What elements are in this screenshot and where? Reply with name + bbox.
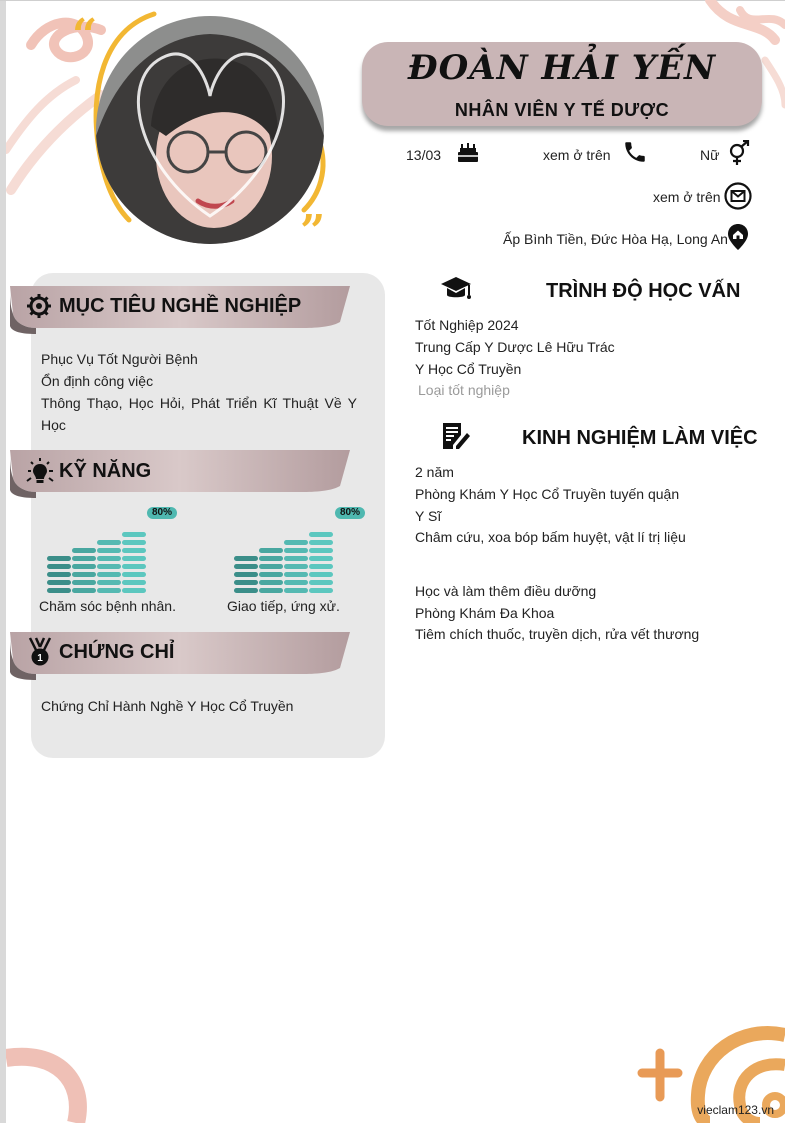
birthday-cake-icon: [456, 140, 480, 164]
objective-line-1: Phục Vụ Tốt Người Bệnh: [41, 351, 198, 367]
graduation-cap-icon: [440, 275, 472, 303]
svg-text:1: 1: [37, 653, 43, 664]
job-1-position: Y Sĩ: [415, 508, 442, 524]
email-text: xem ở trên: [653, 189, 721, 205]
skill-2-label: Giao tiếp, ứng xử.: [227, 598, 340, 614]
open-quote-icon: “: [72, 10, 98, 61]
skill-1-level-bars: [47, 530, 147, 594]
education-grade: Loại tốt nghiệp: [418, 382, 510, 398]
footer-site: vieclam123.vn: [697, 1103, 774, 1117]
name-banner: [362, 42, 762, 126]
profile-photo: [96, 16, 324, 244]
email-icon: [724, 182, 752, 210]
skill-2-percent-badge: 80%: [335, 507, 365, 519]
skill-2-level-bars: [234, 530, 334, 594]
close-quote-icon: ”: [300, 206, 326, 257]
education-line-3: Y Học Cổ Truyền: [415, 361, 522, 377]
phone-text: xem ở trên: [543, 147, 611, 163]
address-text: Ấp Bình Tiền, Đức Hòa Hạ, Long An: [503, 231, 728, 247]
medal-icon: [26, 637, 54, 667]
objective-line-3: Thông Thạo, Học Hỏi, Phát Triển Kĩ Thuật Về Y Học: [41, 395, 357, 433]
job-title: NHÂN VIÊN Y TẾ DƯỢC: [454, 100, 670, 120]
bottom-left-arc-decoration: [6, 1040, 96, 1123]
candidate-name: ĐOÀN HẢI YẾN: [407, 48, 717, 88]
lightbulb-icon: [25, 457, 55, 487]
job-1-duration: 2 năm: [415, 464, 454, 480]
skill-1-percent-badge: 80%: [147, 507, 177, 519]
phone-icon: [622, 139, 648, 165]
gear-icon: [26, 293, 52, 319]
objective-title: MỤC TIÊU NGHỀ NGHIỆP: [59, 295, 302, 317]
job-2-company: Phòng Khám Đa Khoa: [415, 605, 555, 621]
job-1-duties: Châm cứu, xoa bóp bấm huyệt, vật lí trị liệu: [415, 529, 686, 545]
job-2-duration: Học và làm thêm điều dưỡng: [415, 583, 597, 599]
birthday-text: 13/03: [406, 147, 442, 163]
certificate-item-1: Chứng Chỉ Hành Nghề Y Học Cổ Truyền: [41, 698, 294, 714]
objective-line-2: Ổn định công việc: [41, 373, 154, 389]
education-title: TRÌNH ĐỘ HỌC VẤN: [546, 280, 741, 302]
gender-text: Nữ: [700, 147, 720, 163]
certificates-title: CHỨNG CHỈ: [59, 641, 175, 663]
job-1-company: Phòng Khám Y Học Cổ Truyền tuyến quận: [415, 486, 680, 502]
gender-icon: [727, 140, 751, 166]
skill-1-label: Chăm sóc bệnh nhân.: [39, 598, 176, 614]
job-2-duties: Tiêm chích thuốc, truyền dịch, rửa vết thương: [415, 626, 700, 642]
education-line-2: Trung Cấp Y Dược Lê Hữu Trác: [415, 339, 615, 355]
skills-title: KỸ NĂNG: [59, 460, 152, 482]
education-line-1: Tốt Nghiệp 2024: [415, 317, 519, 333]
left-column-panel: [31, 273, 385, 758]
experience-title: KINH NGHIỆM LÀM VIỆC: [522, 427, 758, 449]
document-edit-icon: [441, 421, 471, 451]
location-pin-icon: [727, 223, 749, 251]
